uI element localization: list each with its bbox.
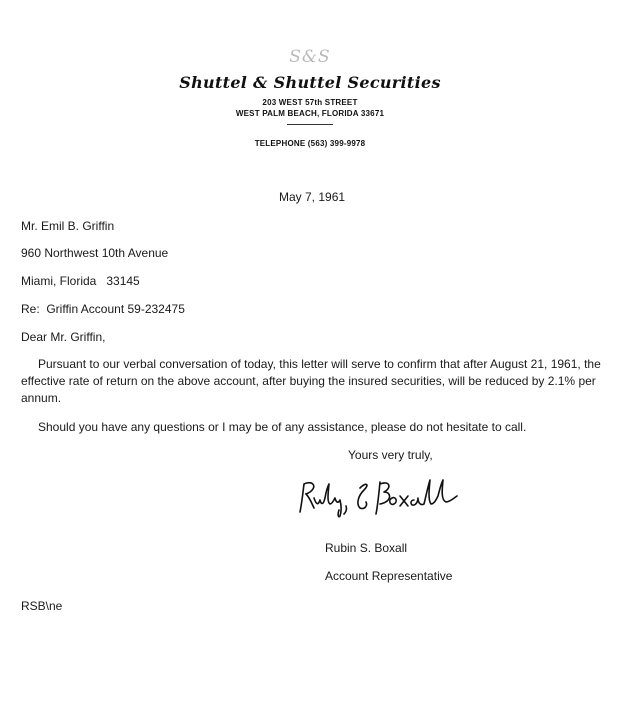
- complimentary-closing: Yours very truly,: [348, 448, 433, 462]
- firm-address-city: WEST PALM BEACH, FLORIDA 33671: [235, 109, 385, 118]
- recipient-name: Mr. Emil B. Griffin: [21, 219, 115, 233]
- recipient-city: Miami, Florida 33145: [21, 274, 140, 288]
- firm-address-street: 203 WEST 57th STREET: [262, 98, 358, 107]
- firm-telephone: TELEPHONE (563) 399-9978: [254, 139, 366, 148]
- salutation: Dear Mr. Griffin,: [21, 330, 106, 344]
- subject-line: Re: Griffin Account 59-232475: [21, 302, 185, 316]
- reference-initials: RSB\ne: [21, 599, 63, 613]
- letterhead-monogram: S&S: [289, 47, 331, 67]
- letterhead-divider: [287, 124, 333, 125]
- body-paragraph-1: Pursuant to our verbal conversation of today, this letter will serve to confirm that after August 21, 1961, the effective rate of return on the above account, after buying the insured securities, will be reduced by 2.1% per annum.: [21, 357, 601, 405]
- handwritten-signature: [294, 476, 464, 520]
- signer-name: Rubin S. Boxall: [325, 541, 408, 555]
- firm-name: Shuttel & Shuttel Securities: [179, 73, 441, 92]
- signer-title: Account Representative: [325, 569, 453, 583]
- body-paragraph-2: Should you have any questions or I may be of any assistance, please do not hesitate to call.: [38, 420, 527, 434]
- letter-date: May 7, 1961: [279, 190, 346, 204]
- recipient-street: 960 Northwest 10th Avenue: [21, 246, 169, 260]
